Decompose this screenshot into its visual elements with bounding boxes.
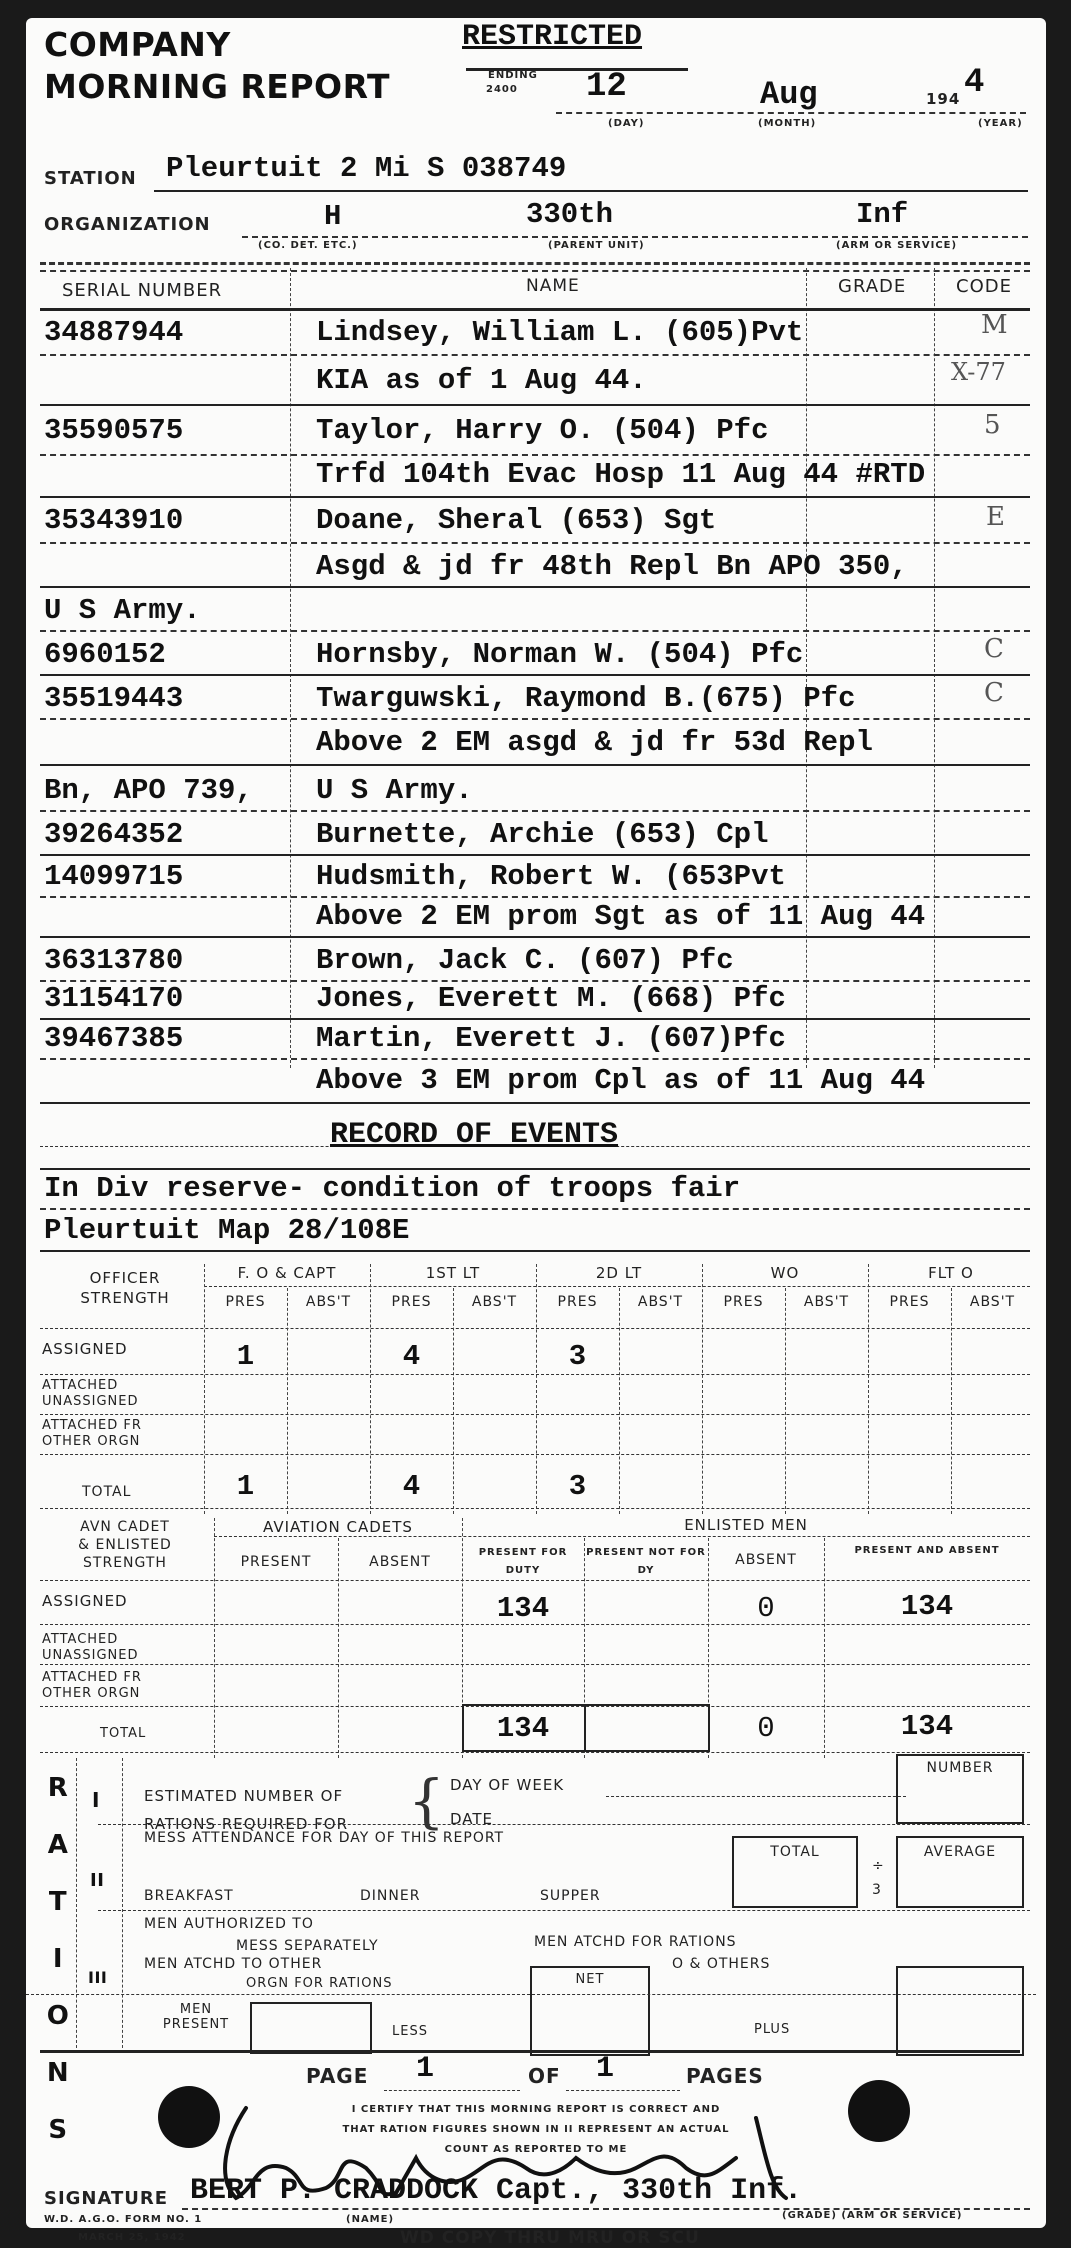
roster-entry: Hudsmith, Robert W. (653Pvt	[316, 860, 786, 893]
of-label: OF	[528, 2064, 561, 2088]
roster-serial: 35590575	[44, 414, 184, 447]
men-present-box[interactable]	[250, 2002, 372, 2054]
roster-code: X-77	[951, 358, 1006, 386]
brace-icon: {	[408, 1767, 445, 1835]
enlisted-total-absent: 0	[757, 1712, 775, 1745]
record-of-events-line: Pleurtuit Map 28/108E	[44, 1214, 410, 1247]
mess-attendance-label: MESS ATTENDANCE FOR DAY OF THIS REPORT	[144, 1830, 505, 1846]
officer-strength-label: OFFICER STRENGTH	[80, 1269, 170, 1307]
roster-serial: 31154170	[44, 982, 184, 1015]
roster-entry: Hornsby, Norman W. (504) Pfc	[316, 638, 804, 671]
subcol-present-not-for-duty: PRESENT NOT FOR DY	[586, 1547, 706, 1576]
company-label: (CO. DET. ETC.)	[258, 240, 358, 251]
year-label: (YEAR)	[978, 118, 1023, 129]
organization-company: H	[324, 200, 342, 233]
report-year-digit: 4	[964, 64, 985, 102]
roster-serial: 35343910	[44, 504, 184, 537]
date-label: DATE	[450, 1810, 494, 1828]
col-serial-number: SERIAL NUMBER	[62, 280, 223, 301]
dinner-label: DINNER	[360, 1888, 421, 1904]
men-atchd-other-label-1: MEN ATCHD TO OTHER	[144, 1956, 323, 1972]
roster-code: C	[984, 678, 1004, 708]
group-aviation-cadets: AVIATION CADETS	[263, 1518, 413, 1536]
month-label: (MONTH)	[758, 118, 817, 129]
section-1-roman: I	[92, 1788, 100, 1812]
roster-code: M	[981, 310, 1008, 340]
page-total: 1	[596, 2052, 615, 2086]
rations-side-label: R A T I O N S	[46, 1773, 70, 2145]
subcol-present-for-duty: PRESENT FOR DUTY	[478, 1547, 568, 1576]
roster-serial: U S Army.	[44, 594, 201, 627]
form-date: MARCH 25, 1942	[78, 2232, 186, 2243]
row-label-attached-other: ATTACHED FR OTHER ORGN	[42, 1670, 142, 1701]
name-label: (NAME)	[346, 2214, 395, 2225]
roster-entry: Trfd 104th Evac Hosp 11 Aug 44 #RTD	[316, 458, 926, 491]
arm-label: (ARM OR SERVICE)	[836, 240, 958, 251]
roster-serial: 6960152	[44, 638, 166, 671]
less-label: LESS	[392, 2024, 428, 2039]
net-label: NET	[575, 1972, 605, 1987]
men-authorized-label-1: MEN AUTHORIZED TO	[144, 1916, 314, 1932]
officer-group-flt-o: FLT O	[928, 1264, 974, 1282]
plus-label: PLUS	[754, 2022, 791, 2037]
officer-total-value: 1	[236, 1470, 255, 1503]
men-authorized-label-2: MESS SEPARATELY	[236, 1938, 379, 1954]
officer-value: 1	[236, 1340, 255, 1373]
officer-total-value: 3	[568, 1470, 587, 1503]
row-label-total: TOTAL	[100, 1726, 147, 1741]
average-box-label: AVERAGE	[923, 1844, 997, 1860]
roster-code: E	[986, 502, 1005, 532]
others-label: O & OTHERS	[672, 1956, 771, 1972]
ending-label: ENDING	[488, 70, 538, 81]
enlisted-total-present-for-duty: 134	[496, 1712, 550, 1745]
roster-serial: 36313780	[44, 944, 184, 977]
enlisted-strength-label: AVN CADET & ENLISTED STRENGTH	[78, 1519, 172, 1571]
form-number: W.D. A.G.O. FORM NO. 1	[44, 2214, 203, 2225]
page-number: 1	[416, 2052, 435, 2086]
section-3-roman: III	[88, 1968, 108, 1987]
roster-entry: U S Army.	[316, 774, 473, 807]
punch-hole-right	[848, 2080, 910, 2142]
day-of-week-label: DAY OF WEEK	[450, 1776, 565, 1794]
roster-entry: KIA as of 1 Aug 44.	[316, 364, 647, 397]
supper-label: SUPPER	[540, 1888, 601, 1904]
col-grade: GRADE	[838, 276, 907, 297]
roster-serial: 35519443	[44, 682, 184, 715]
group-enlisted-men: ENLISTED MEN	[684, 1516, 808, 1534]
subcol-absent: ABS'T	[471, 1294, 518, 1310]
title-line-1: COMPANY	[44, 25, 231, 64]
record-of-events-title: RECORD OF EVENTS	[330, 1118, 619, 1152]
report-month: Aug	[760, 76, 818, 113]
title-line-2: MORNING REPORT	[44, 67, 391, 106]
roster-serial: 14099715	[44, 860, 184, 893]
record-of-events-line: In Div reserve- condition of troops fair	[44, 1172, 741, 1205]
roster-entry: Twarguwski, Raymond B.(675) Pfc	[316, 682, 856, 715]
officer-total-value: 4	[402, 1470, 421, 1503]
officer-group-2d-lt: 2D LT	[595, 1264, 643, 1282]
organization-label: ORGANIZATION	[44, 214, 211, 235]
roster-code: 5	[984, 410, 1001, 440]
roster-serial: 39467385	[44, 1022, 184, 1055]
roster-entry: Above 2 EM asgd & jd fr 53d Repl	[316, 726, 873, 759]
men-atchd-for-rations-label: MEN ATCHD FOR RATIONS	[534, 1934, 737, 1950]
subcol-cadets-absent: ABSENT	[369, 1554, 431, 1570]
subcol-absent: ABS'T	[803, 1294, 850, 1310]
breakfast-label: BREAKFAST	[144, 1888, 234, 1904]
officer-group-1st-lt: 1ST LT	[425, 1264, 481, 1282]
enlisted-total-present-and-absent: 134	[900, 1710, 954, 1743]
roster-entry: Taylor, Harry O. (504) Pfc	[316, 414, 769, 447]
officer-value: 3	[568, 1340, 587, 1373]
officer-value: 4	[402, 1340, 421, 1373]
subcol-pres: PRES	[225, 1294, 266, 1310]
roster-serial: 39264352	[44, 818, 184, 851]
row-label-attached-unassigned: ATTACHED UNASSIGNED	[42, 1378, 139, 1409]
total-box-label: TOTAL	[770, 1844, 820, 1860]
report-day: 12	[586, 68, 627, 106]
roster-entry: Above 3 EM prom Cpl as of 11 Aug 44	[316, 1064, 926, 1097]
roster-entry: Above 2 EM prom Sgt as of 11 Aug 44	[316, 900, 926, 933]
ending-time: 2400	[486, 84, 518, 95]
row-label-total: TOTAL	[82, 1484, 132, 1500]
subcol-absent: ABS'T	[969, 1294, 1016, 1310]
roster-entry: Brown, Jack C. (607) Pfc	[316, 944, 734, 977]
col-code: CODE	[956, 276, 1012, 297]
page-label: PAGE	[306, 2064, 369, 2088]
grade-arm-label: (GRADE) (ARM OR SERVICE)	[782, 2210, 963, 2221]
col-name: NAME	[526, 276, 580, 296]
copy-routing-note: WD COPY THRU MRU OR SCU	[400, 2228, 700, 2248]
row-label-assigned: ASSIGNED	[42, 1340, 128, 1358]
station-value: Pleurtuit 2 Mi S 038749	[166, 152, 567, 185]
men-present-label: MEN PRESENT	[162, 2002, 230, 2032]
day-label: (DAY)	[608, 118, 645, 129]
roster-entry: Jones, Everett M. (668) Pfc	[316, 982, 786, 1015]
enlisted-absent: 0	[757, 1592, 775, 1625]
subcol-absent: ABS'T	[637, 1294, 684, 1310]
signature-label: SIGNATURE	[44, 2188, 169, 2209]
officer-group-wo: WO	[770, 1264, 800, 1282]
morning-report-page	[26, 18, 1046, 2248]
roster-code: C	[984, 634, 1004, 664]
subcol-pres: PRES	[557, 1294, 598, 1310]
signature-value: BERT P. CRADDOCK Capt., 330th Inf.	[190, 2174, 803, 2208]
officer-group-capt: F. O & CAPT	[237, 1264, 337, 1282]
form-title	[44, 24, 390, 108]
pages-label: PAGES	[686, 2064, 764, 2088]
classification-stamp: RESTRICTED	[462, 20, 643, 54]
roster-entry: Doane, Sheral (653) Sgt	[316, 504, 717, 537]
subcol-present-and-absent: PRESENT AND ABSENT	[854, 1545, 1000, 1556]
enlisted-present-and-absent: 134	[900, 1590, 954, 1623]
roster-entry: Martin, Everett J. (607)Pfc	[316, 1022, 786, 1055]
row-label-attached-unassigned: ATTACHED UNASSIGNED	[42, 1632, 139, 1663]
subcol-enlisted-absent: ABSENT	[735, 1552, 797, 1568]
divide-by-three: ÷ 3	[872, 1858, 885, 1898]
roster-serial: Bn, APO 739,	[44, 774, 253, 807]
parent-unit-label: (PARENT UNIT)	[548, 240, 645, 251]
roster-entry: Burnette, Archie (653) Cpl	[316, 818, 769, 851]
ration-result-box[interactable]	[896, 1966, 1024, 2056]
subcol-pres: PRES	[723, 1294, 764, 1310]
subcol-pres: PRES	[889, 1294, 930, 1310]
year-prefix: 194	[926, 90, 961, 108]
station-label: STATION	[44, 168, 137, 189]
certification-text: I CERTIFY THAT THIS MORNING REPORT IS CORRECT AND THAT RATION FIGURES SHOWN IN II REPRESENT AN ACTUAL COUNT AS REPORTED TO ME	[342, 2104, 730, 2155]
organization-parent-unit: 330th	[526, 198, 614, 231]
row-label-attached-other: ATTACHED FR OTHER ORGN	[42, 1418, 142, 1449]
estimated-rations-label: ESTIMATED NUMBER OF RATIONS REQUIRED FOR	[144, 1787, 348, 1833]
organization-arm: Inf	[856, 198, 909, 231]
subcol-cadets-present: PRESENT	[240, 1554, 312, 1570]
roster-entry: Lindsey, William L. (605)Pvt	[316, 316, 804, 349]
men-atchd-other-label-2: ORGN FOR RATIONS	[246, 1976, 393, 1991]
section-2-roman: II	[90, 1870, 105, 1891]
number-box-label: NUMBER	[926, 1760, 994, 1776]
enlisted-present-for-duty: 134	[496, 1592, 550, 1625]
subcol-absent: ABS'T	[305, 1294, 352, 1310]
subcol-pres: PRES	[391, 1294, 432, 1310]
row-label-assigned: ASSIGNED	[42, 1592, 128, 1610]
roster-entry: Asgd & jd fr 48th Repl Bn APO 350,	[316, 550, 908, 583]
roster-serial: 34887944	[44, 316, 184, 349]
